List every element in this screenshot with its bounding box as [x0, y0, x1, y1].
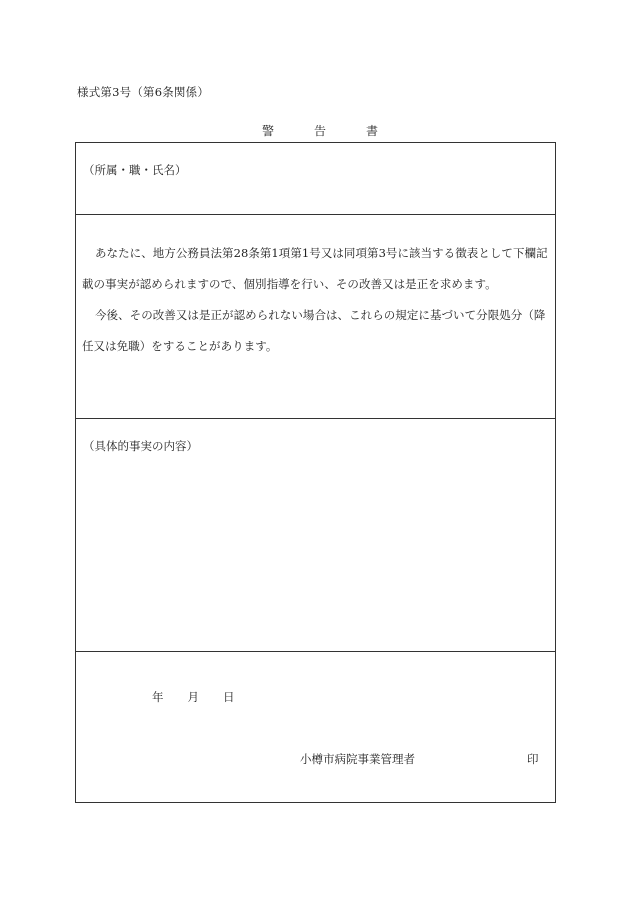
facts-section	[76, 418, 555, 651]
title-char-2: 告	[314, 124, 327, 138]
date-year: 年	[152, 690, 164, 704]
signature-section	[76, 651, 555, 802]
statement-paragraph-1-line-2: 載の事実が認められますので、個別指導を行い、その改善又は是正を求めます。	[82, 277, 497, 291]
issuer-name: 小樽市病院事業管理者	[300, 752, 415, 766]
form-number: 様式第3号（第6条関係）	[77, 85, 210, 99]
statement-section	[76, 214, 555, 418]
statement-paragraph-1-line-1: あなたに、地方公務員法第28条第1項第1号又は同項第3号に該当する徴表として下欄記	[95, 246, 548, 260]
seal-mark: 印	[527, 752, 539, 766]
title-char-3: 書	[366, 124, 379, 138]
title-char-1: 警	[262, 124, 275, 138]
date-month: 月	[187, 690, 199, 704]
warning-form	[75, 142, 556, 803]
date-day: 日	[223, 690, 235, 704]
statement-paragraph-2-line-2: 任又は免職）をすることがあります。	[82, 339, 278, 353]
statement-paragraph-2-line-1: 今後、その改善又は是正が認められない場合は、これらの規定に基づいて分限処分（降	[95, 308, 546, 322]
affiliation-label: （所属・職・氏名）	[83, 163, 187, 177]
document-title	[262, 122, 378, 139]
affiliation-section	[76, 143, 555, 214]
date-line	[152, 689, 235, 705]
facts-label: （具体的事実の内容）	[83, 439, 198, 453]
